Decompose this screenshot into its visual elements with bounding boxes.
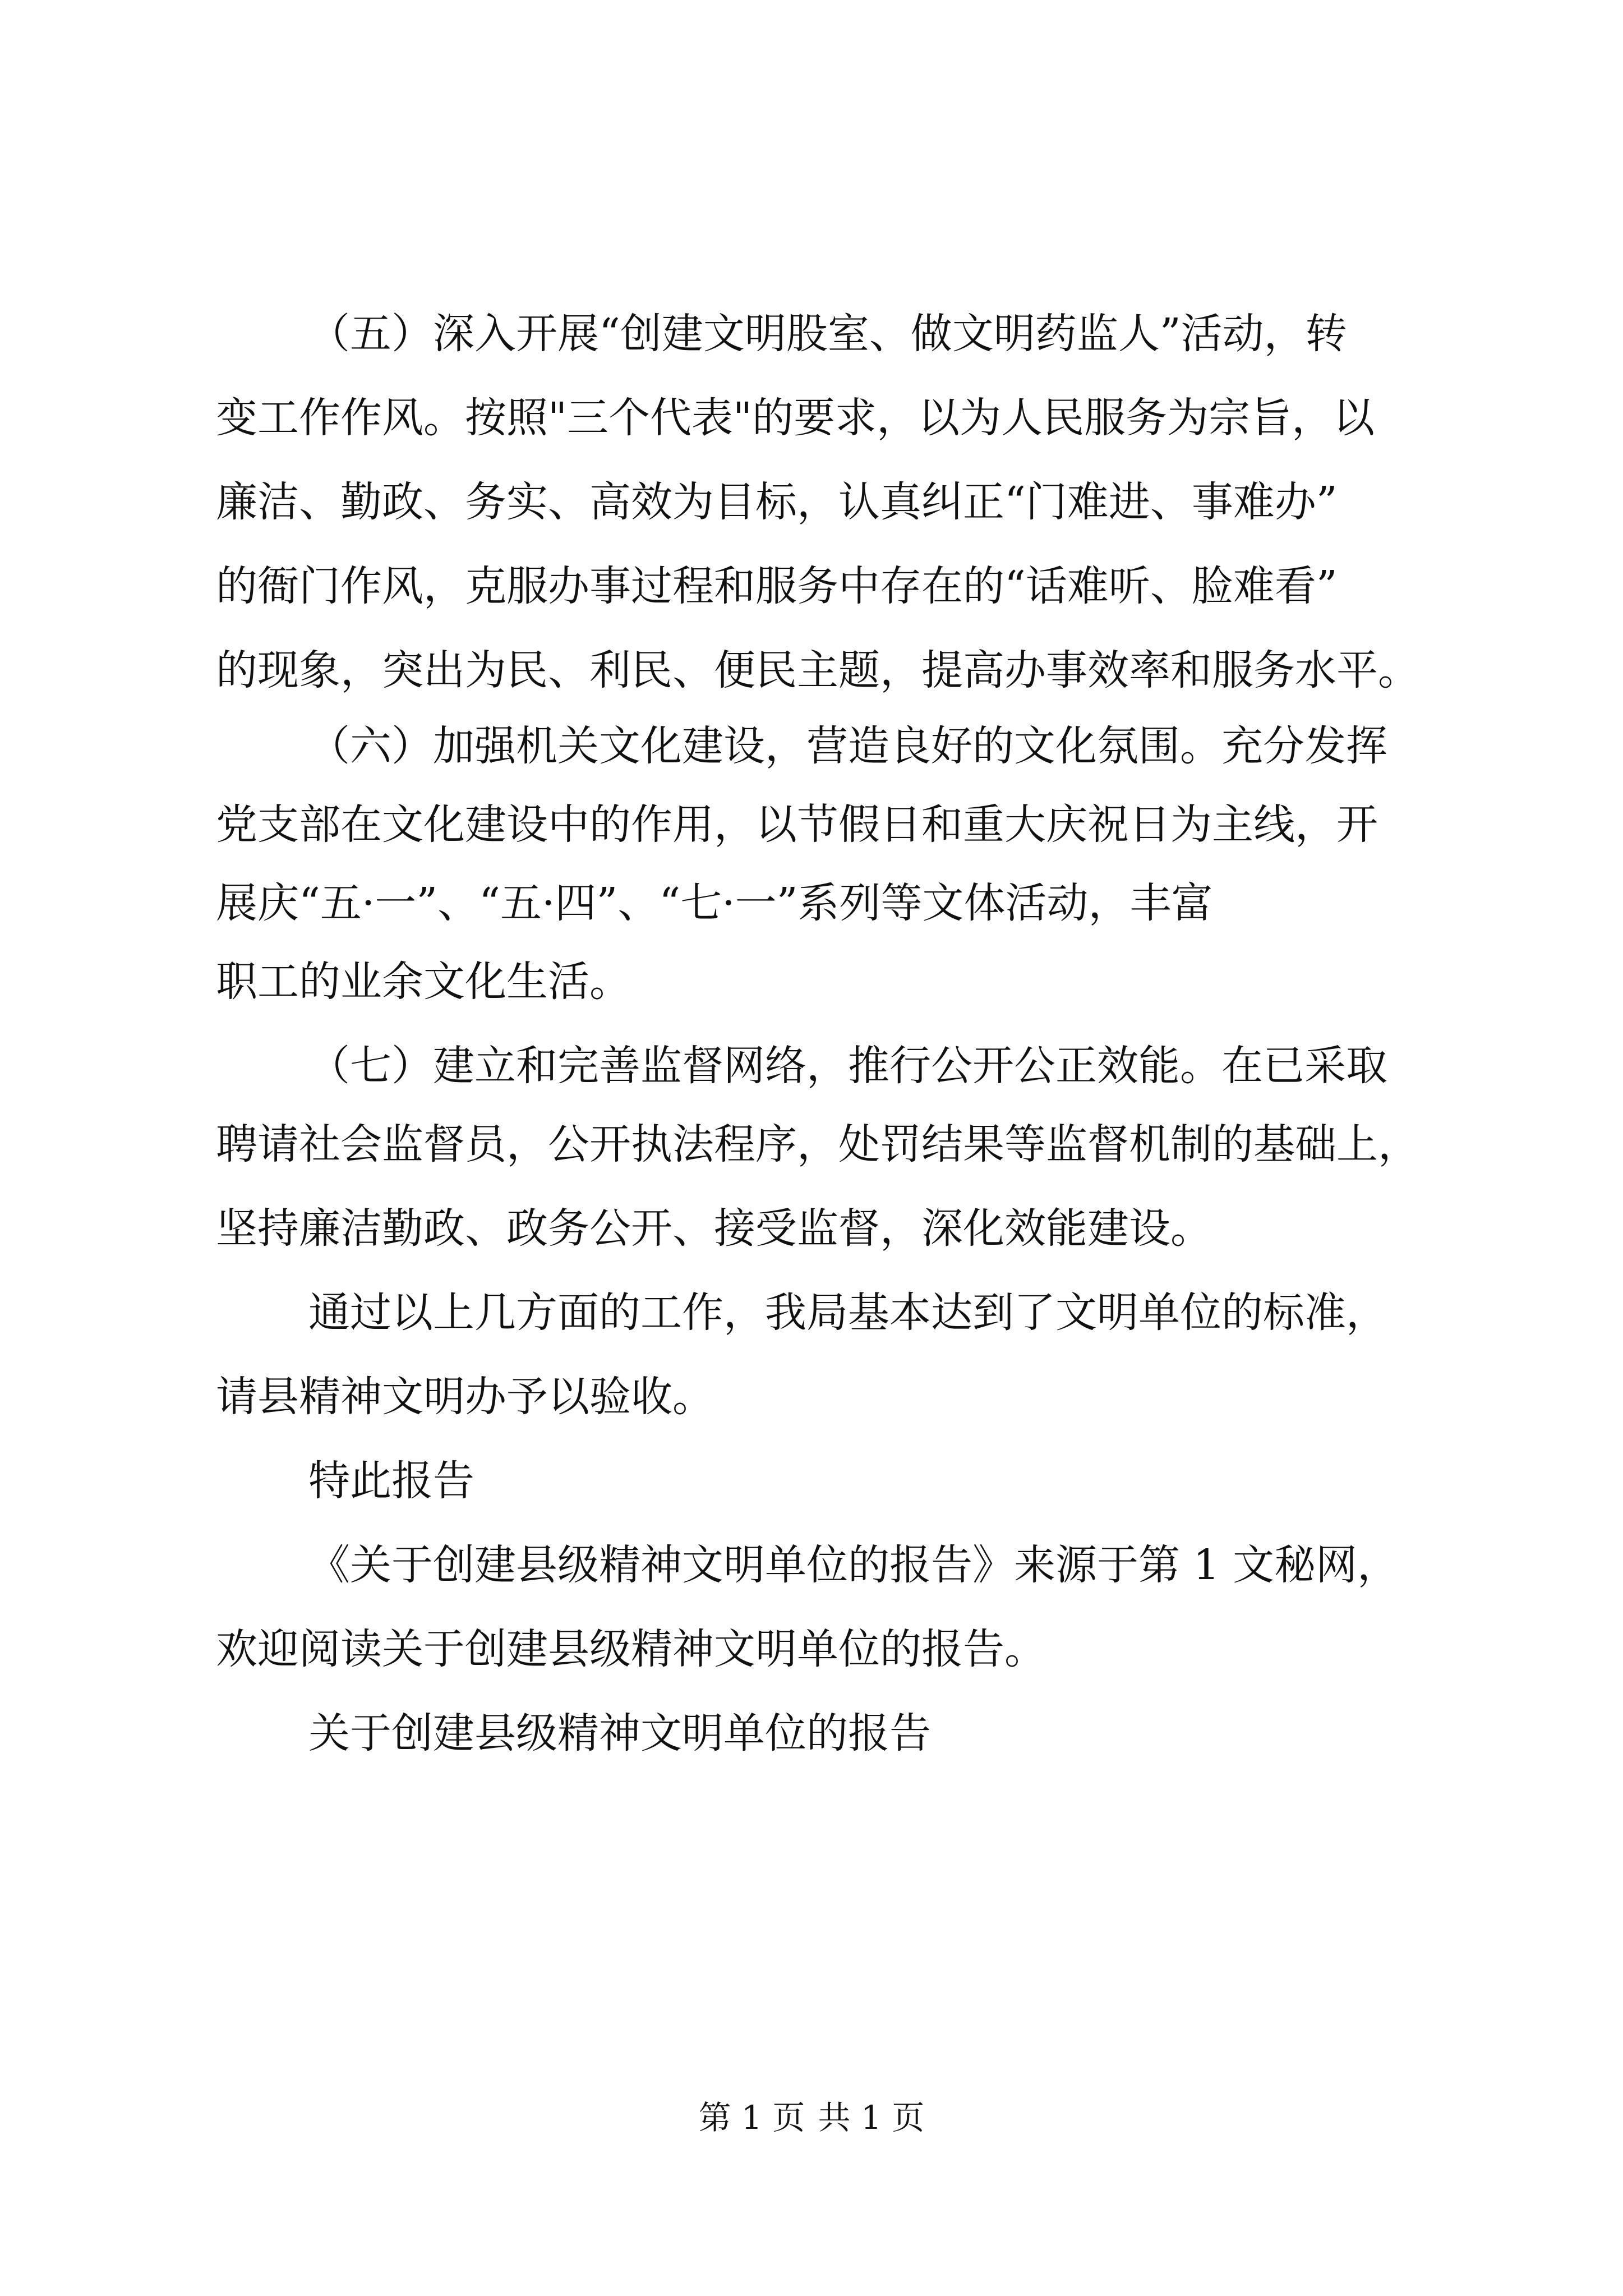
paragraph-5-line-4: 的衙门作风，克服办事过程和服务中存在的“话难听、脸难看” bbox=[216, 562, 1338, 610]
paragraph-5-line-5: 的现象，突出为民、利民、便民主题，提高办事效率和服务水平。 bbox=[216, 646, 1419, 694]
paragraph-7-line-1: （七）建立和完善监督网络，推行公开公正效能。在已采取 bbox=[308, 1042, 1387, 1090]
paragraph-6-line-2: 党支部在文化建设中的作用，以节假日和重大庆祝日为主线，开 bbox=[216, 800, 1378, 849]
page-number-label: 第 1 页 bbox=[698, 2099, 805, 2137]
closing-line: 特此报告 bbox=[308, 1457, 474, 1505]
source-note-line-1: 《关于创建县级精神文明单位的报告》来源于第 1 文秘网， bbox=[308, 1541, 1399, 1589]
paragraph-5-line-3: 廉洁、勤政、务实、高效为目标，认真纠正“门难进、事难办” bbox=[216, 478, 1338, 526]
page-total-label: 共 1 页 bbox=[818, 2099, 925, 2137]
conclusion-line-2: 请县精神文明办予以验收。 bbox=[216, 1373, 714, 1421]
report-title-line: 关于创建县级精神文明单位的报告 bbox=[308, 1709, 931, 1757]
paragraph-7-line-2: 聘请社会监督员，公开执法程序，处罚结果等监督机制的基础上， bbox=[216, 1120, 1419, 1168]
paragraph-7-line-3: 坚持廉洁勤政、政务公开、接受监督，深化效能建设。 bbox=[216, 1204, 1212, 1253]
paragraph-5-line-2: 变工作作风。按照"三个代表"的要求，以为人民服务为宗旨，以 bbox=[216, 394, 1375, 442]
conclusion-line-1: 通过以上几方面的工作，我局基本达到了文明单位的标准， bbox=[308, 1289, 1387, 1337]
paragraph-6-line-3: 展庆“五·一”、“五·四”、“七·一”系列等文体活动，丰富 bbox=[216, 879, 1213, 927]
paragraph-6-line-4: 职工的业余文化生活。 bbox=[216, 958, 631, 1006]
page-footer bbox=[0, 2095, 1623, 2140]
source-note-line-2: 欢迎阅读关于创建县级精神文明单位的报告。 bbox=[216, 1625, 1046, 1673]
paragraph-5-line-1: （五）深入开展“创建文明股室、做文明药监人”活动，转 bbox=[308, 310, 1347, 358]
paragraph-6-line-1: （六）加强机关文化建设，营造良好的文化氛围。充分发挥 bbox=[308, 722, 1387, 770]
